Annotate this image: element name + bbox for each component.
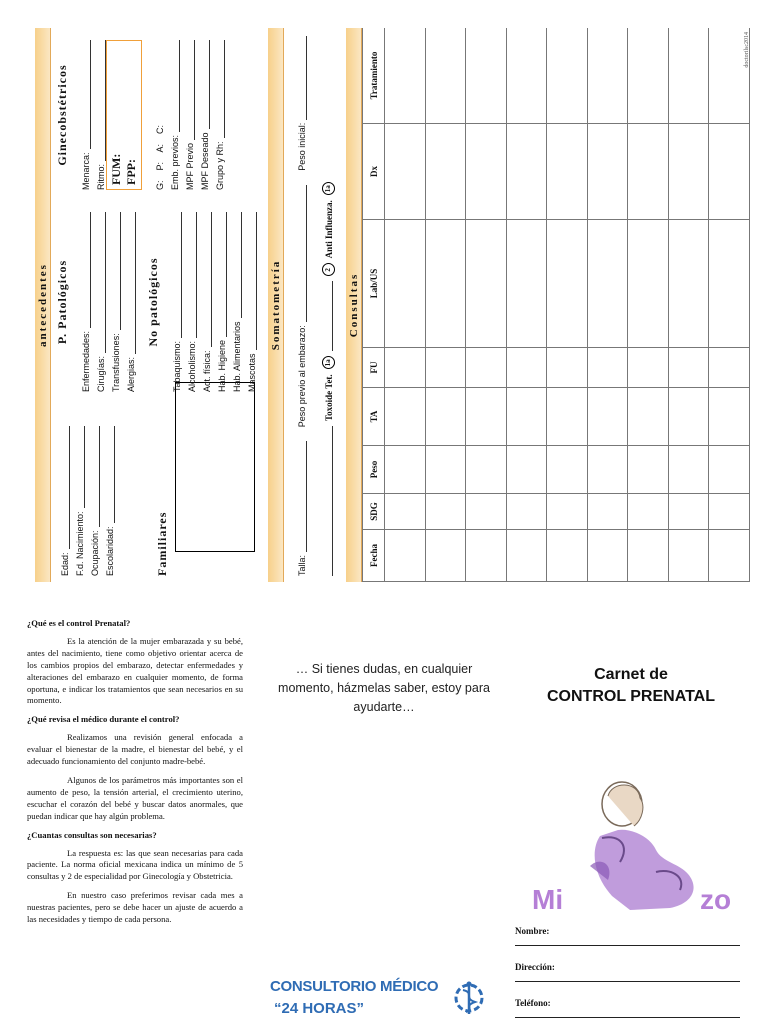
- col-sdg: SDG: [363, 494, 385, 530]
- table-row[interactable]: [547, 28, 588, 582]
- gpac-field[interactable]: G: P: A: C:: [155, 124, 165, 190]
- carnet-title: [516, 664, 746, 708]
- table-row[interactable]: [709, 28, 750, 582]
- table-row[interactable]: [385, 28, 426, 582]
- table-row[interactable]: [587, 28, 628, 582]
- caduceus-icon: [454, 978, 484, 1018]
- table-row[interactable]: [425, 28, 466, 582]
- table-row[interactable]: [506, 28, 547, 582]
- alimentarios-field[interactable]: Hab. Alimentarios: [227, 212, 242, 392]
- telefono-field[interactable]: Teléfono:: [515, 998, 740, 1018]
- actividad-fisica-field[interactable]: Act. física:: [197, 212, 212, 392]
- peso-inicial-field[interactable]: Peso inicial:: [292, 36, 307, 171]
- logo-line-2: “24 HORAS”: [274, 1000, 365, 1017]
- brand-right: zo: [700, 884, 732, 915]
- somatometria-panel: [268, 28, 314, 582]
- col-fu: FU: [363, 348, 385, 388]
- answer-2b: Algunos de los parámetros más importantes son el aumento de peso, la tensión arterial, el crecimiento uterino, escuchar el corazón del bebé y buscar datos anormales, que puedan indicar que hay algún problema.: [27, 774, 243, 821]
- patologicos-heading: P. Patológicos: [55, 259, 69, 345]
- alergias-field[interactable]: Alergias:: [121, 212, 136, 392]
- fpp-label: FPP:: [124, 159, 138, 185]
- answer-2: Realizamos una revisión general enfocada a evaluar el bienestar de la madre, el bienestar del bebé, y el adecuado funcionamiento del conjunto madre-bebé.: [27, 732, 243, 767]
- table-row[interactable]: [668, 28, 709, 582]
- familiares-box[interactable]: [175, 382, 255, 552]
- col-fecha: Fecha: [363, 530, 385, 582]
- tabaquismo-field[interactable]: Tabaquismo:: [167, 212, 182, 392]
- col-ta: TA: [363, 388, 385, 446]
- gineco-column: [55, 40, 225, 190]
- pregnant-woman-illustration: [560, 776, 710, 916]
- toxoide-label: Toxoide Tet.: [323, 374, 334, 421]
- alcoholismo-field[interactable]: Alcoholismo:: [182, 212, 197, 392]
- mpf-deseado-field[interactable]: MPF Deseado: [195, 40, 210, 190]
- clinic-logo: [270, 976, 498, 1020]
- toxoide-dose-1-checkbox[interactable]: 1a: [322, 356, 335, 369]
- document-id: doctorilsc2014: [744, 32, 750, 68]
- fum-fpp-box[interactable]: [106, 40, 142, 190]
- transfusiones-field[interactable]: Transfusiones:: [106, 212, 121, 392]
- grupo-rh-field[interactable]: Grupo y Rh:: [210, 40, 225, 190]
- carnet-line-1: Carnet de: [594, 666, 668, 683]
- fum-label: FUM:: [109, 153, 123, 185]
- question-1: ¿Qué es el control Prenatal?: [27, 618, 131, 628]
- question-3: ¿Cuantas consultas son necesarias?: [27, 829, 157, 840]
- brand-text: [532, 884, 732, 916]
- antecedentes-title: antecedentes: [37, 263, 49, 347]
- consultas-title: Consultas: [346, 28, 362, 582]
- brand-left: Mi: [532, 884, 564, 915]
- direccion-field[interactable]: Dirección:: [515, 962, 740, 982]
- ritmo-field[interactable]: Ritmo:: [91, 40, 106, 190]
- influenza-label: Anti Influenza.: [323, 200, 334, 259]
- familiares-heading: Familiares: [155, 511, 169, 576]
- influenza-checkbox[interactable]: 1a: [322, 182, 335, 195]
- mpf-previo-field[interactable]: MPF Previo: [180, 40, 195, 190]
- col-peso: Peso: [363, 446, 385, 494]
- antecedentes-panel: [35, 28, 262, 582]
- consultas-panel: [346, 28, 750, 582]
- nombre-field[interactable]: Nombre:: [515, 926, 740, 946]
- enfermedades-field[interactable]: Enfermedades:: [76, 212, 91, 392]
- col-dx: Dx: [363, 124, 385, 220]
- table-row[interactable]: [466, 28, 507, 582]
- embarazos-previos-field[interactable]: Emb. previos:: [165, 40, 180, 190]
- dudas-message: … Si tienes dudas, en cualquier momento, házmelas saber, estoy para ayudarte…: [278, 662, 490, 714]
- consultas-table: [362, 28, 750, 582]
- mascotas-field[interactable]: Mascotas: [242, 212, 257, 392]
- peso-previo-field[interactable]: Peso previo al embarazo:: [292, 185, 307, 428]
- vacunas-strip: [318, 28, 342, 582]
- info-column: [27, 618, 243, 933]
- answer-1: Es la atención de la mujer embarazada y su bebé, antes del nacimiento, tiene como objetivo orientar acerca de los cambios propios del embarazo, detectar enfermedades y alteraciones del embarazo en cualquier momento, de forma oportuna, e indicar los tratamientos que sean necesarios en su momento.: [27, 635, 243, 706]
- gineco-heading: Ginecobstétricos: [55, 64, 69, 166]
- escolaridad-field[interactable]: Escolaridad:: [100, 426, 115, 576]
- question-2: ¿Qué revisa el médico durante el control?: [27, 714, 180, 725]
- higiene-field[interactable]: Hab. Higiene: [212, 212, 227, 392]
- col-lab-us: Lab/US: [363, 220, 385, 348]
- menarca-field[interactable]: Menarca:: [76, 40, 91, 190]
- patologicos-column: [55, 212, 257, 392]
- table-row[interactable]: [628, 28, 669, 582]
- nacimiento-field[interactable]: F.d. Nacimiento:: [70, 426, 85, 576]
- edad-field[interactable]: Edad:: [55, 426, 70, 576]
- logo-line-1: CONSULTORIO MÉDICO: [270, 978, 439, 995]
- somatometria-title: Somatometría: [268, 28, 284, 582]
- no-patologicos-heading: No patológicos: [146, 257, 160, 347]
- cirugias-field[interactable]: Cirugías:: [91, 212, 106, 392]
- table-header-row: [363, 28, 385, 582]
- toxoide-dose-2-checkbox[interactable]: 2: [322, 263, 335, 276]
- carnet-line-2: CONTROL PRENATAL: [547, 688, 715, 705]
- answer-3b: En nuestro caso preferimos revisar cada mes a nuestras pacientes, pero se debe hacer un ajuste de acuerdo a las necesidades y tiempo de cada persona.: [27, 890, 243, 925]
- col-tratamiento: Tratamiento: [363, 28, 385, 124]
- general-data-column: [55, 426, 115, 576]
- talla-field[interactable]: Talla:: [292, 441, 307, 576]
- answer-3: La respuesta es: las que sean necesarias para cada paciente. La norma oficial mexicana indica un mínimo de 5 consultas y 2 de especialidad por Ginecología y Obstetricia.: [27, 847, 243, 882]
- ocupacion-field[interactable]: Ocupación:: [85, 426, 100, 576]
